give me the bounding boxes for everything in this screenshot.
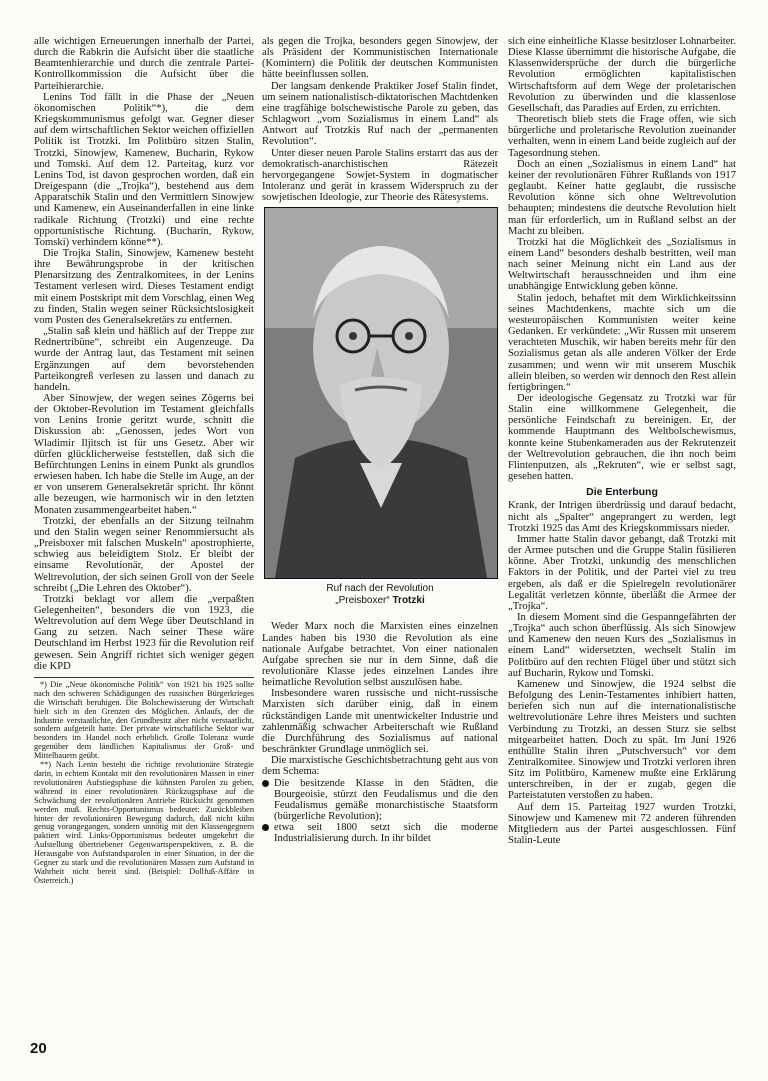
- footnote: *) Die „Neue ökonomische Politik“ von 1921 bis 1925 sollte nach den schweren Schädigungen des russischen Bürgerkrieges die Wirtschaft beruhigen. Die Bolschewisierung der Wirtschaft hielt sich in den Grenzen des Möglichen. Anlaufs, der die Industrie verstaatlichte, den Grundbesitz aber nicht verstaatlicht, sondern aufgeteilt hatte. Der private wirtschaftliche Sektor war besonders im Handel noch erheblich. Große Toleranz wurde gegenüber dem ländlichen Kapitalismus der Groß- und Mittelbauern geübt.: [34, 679, 254, 761]
- portrait-illustration: [265, 208, 497, 578]
- paragraph: Lenins Tod fällt in die Phase der „Neuen ökonomischen Politik“*), die dem Kriegskommunismus gefolgt war. Gegner dieser auf dem wirtschaftlichen Sektor weichen offiziellen Politik ist Trotzki. Im Politbüro sitzen Stalin, Trotzki, Sinowjew, Kamenew, Bucharin, Rykow und Tomski. Auf dem 12. Parteitag, kurz vor Lenins Tod, ist davon gesprochen worden, daß ein Dreigespann (die „Trojka“), bestehend aus dem Apparatschik Stalin und den Vermittlern Sinowjew und Kamenew, ein Auseinanderfallen in eine linke radikale Richtung (Trotzki) und eine rechte opportunistische Richtung. (Bucharin, Rykow, Tomski) verhindern könne**).: [34, 91, 254, 248]
- paragraph: Weder Marx noch die Marxisten eines einzelnen Landes haben bis 1930 die Revolution als eine nationale Aufgabe betrachtet. Von einer nationalen Aufgabe sprechen sie nur in dem Sinne, daß die revolutionäre Klasse jedes einzelnen Landes ihre heimatliche Revolution selbst auszulösen habe.: [262, 621, 498, 689]
- paragraph: Stalin jedoch, behaftet mit dem Wirklichkeitssinn seines Machtdenkens, machte sich um die westeuropäischen Kommunisten weiter keine Gedanken. Er verkündete: „Wir Russen mit unserem verachteten Muschik, wir haben bereits mehr für den Sozialismus getan als alle anderen Völker der Erde zusammen; und wenn wir mit unserem Muschik allein bleiben, so werden wir dennoch den Rest allein fertigbringen.“: [508, 292, 736, 393]
- photo-caption: [262, 583, 498, 607]
- paragraph: Der ideologische Gegensatz zu Trotzki war für Stalin eine willkommene Gelegenheit, die persönliche Feindschaft zu bereinigen. Er, der kommende Hauptmann des Weltbolschewismus, konnte keine Stubenkameraden aus der Rekrutenzeit der Weltrevolution gebrauchen, die ihn noch beim Flintenputzen, als „Rekruten“, wie er selbst sagt, gesehen hatten.: [508, 393, 736, 483]
- paragraph: alle wichtigen Erneuerungen innerhalb der Partei, durch die Rabkrin die Aufsicht über die staatliche Beamtenhierarchie und durch die zentrale Partei-Kontrollkommission die Aufsicht über die Parteihierarchie.: [34, 36, 254, 92]
- paragraph: Aber Sinowjew, der wegen seines Zögerns bei der Oktober-Revolution im Testament gleichfalls von Lenins Ironie geritzt wurde, schnitt die Diskussion ab: „Genossen, jedes Wort von Wladimir Iljitsch ist für uns Gesetz. Aber wir dürfen glücklicherweise feststellen, daß sich die Befürchtungen Lenins in einem Punkt als grundlos erwiesen haben. Ich habe die Stelle im Auge, an der er von unserem Generalsekretär spricht. Ihr könnt alle bezeugen, wie harmonisch wir in den letzten Monaten zusammengearbeitet haben.“: [34, 393, 254, 516]
- paragraph: Auf dem 15. Parteitag 1927 wurden Trotzki, Sinowjew und Kamenew mit 72 anderen führenden Mitgliedern aus der Partei ausgeschlossen. Fünf Stalin-Leute: [508, 801, 736, 847]
- caption-name: Trotzki: [392, 595, 425, 607]
- paragraph: Krank, der Intrigen überdrüssig und darauf bedacht, nicht als „Spalter“ angeprangert zu werden, legt Trotzki 1925 das Amt des Kriegskommissars nieder.: [508, 500, 736, 534]
- paragraph: Die marxistische Geschichtsbetrachtung geht aus von dem Schema:: [262, 755, 498, 778]
- caption-line: Ruf nach der Revolution: [326, 583, 434, 595]
- paragraph: Die Trojka Stalin, Sinowjew, Kamenew besteht ihre Bewährungsprobe in der kritischen Plenarsitzung des Zentralkomitees, in der Lenins Testament verlesen wird. Dieses Testament endigt mit einem Postskript mit dem Vorschlag, einen Weg zu finden, Stalin wegen seiner Rücksichtslosigkeit vom Posten des Generalsekretärs zu entfernen.: [34, 247, 254, 326]
- paragraph: als gegen die Trojka, besonders gegen Sinowjew, der als Präsident der Kommunistischen Internationale (Komintern) die Politik der deutschen Kommunisten hätte beeinflussen sollen.: [262, 36, 498, 81]
- paragraph: „Stalin saß klein und häßlich auf der Treppe zur Rednertribüne“, schreibt ein Augenzeuge. Da wurde der Antrag laut, das Testament mit seinen Ergänzungen auf dem bevorstehenden Parteikongreß verlesen zu lassen und danach zu handeln.: [34, 326, 254, 393]
- paragraph: Kamenew und Sinowjew, die 1924 selbst die Befolgung des Lenin-Testamentes inhibiert hatten, beriefen sich nun auf die internationalistische weltrevolutionäre Lehre ihres Meisters und suchten Verbindung zu Trotzki, an dessen Sturz sie selbst mitgearbeitet hatten. Doch zu spät. Im Juni 1926 enthüllte Stalin ihren „Putschversuch“ vor dem Zentralkomitee. Sinowjew und Trotzki verloren ihren Sitz im Politbüro, Kamenew mußte eine Erklärung unterschreiben, in der er zugab, gegen die Parteistatuten verstoßen zu haben.: [508, 678, 736, 802]
- column-left: [34, 36, 254, 886]
- paragraph: Unter dieser neuen Parole Stalins erstarrt das aus der demokratisch-anarchistischen Rätezeit hervorgegangene Sowjet-System in dogmatischer Intoleranz und gerät in krassem Widerspruch zu der sowjetischen Ideologie, zur Theorie des Rätesystems.: [262, 147, 498, 204]
- caption-quote: „Preisboxer“: [335, 595, 390, 607]
- paragraph: sich eine einheitliche Klasse besitzloser Lohnarbeiter. Diese Klasse übernimmt die historische Aufgabe, die Klassenwidersprüche der durch die bürgerliche Revolution ermöglichten kapitalistischen Wirtschaftsform auf dem Wege der proletarischen Revolution zu überwinden und die klassenlose Gesellschaft, das Paradies auf Erden, zu errichten.: [508, 36, 736, 114]
- paragraph: Doch an einen „Sozialismus in einem Land“ hat keiner der revolutionären Führer Rußlands von 1917 geglaubt. Keiner hatte geglaubt, die russische Revolution könne sich ohne Weltrevolution behaupten; mindestens die deutsche Revolution hielt man für erforderlich, um in Rußland selbst an der Macht zu bleiben.: [508, 158, 736, 237]
- paragraph: Trotzki beklagt vor allem die „verpaßten Gelegenheiten“, besonders die von 1923, die Weltrevolution auf dem Wege über Deutschland in Gang zu setzen. Nach seiner These wäre Deutschland im Herbst 1923 für die Revolution reif gewesen. Sein Angriff richtet sich weniger gegen die KPD: [34, 593, 254, 672]
- bullet-item: Die besitzende Klasse in den Städten, die Bourgeoisie, stürzt den Feudalismus und die den Feudalismus gemäße monarchistische Staatsform (bürgerliche Revolution);: [262, 778, 498, 823]
- paragraph: In diesem Moment sind die Gespanngefährten der „Trojka“ auch schon überflüssig. Als sich Sinowjew und Kamenew den neuen Kurs des „Sozialismus in einem Land“ widersetzten, wechselt Stalin im Politbüro auf den rechten Flügel über und stützt sich auf Bucharin, Rykow und Tomski.: [508, 611, 736, 679]
- paragraph: Der langsam denkende Praktiker Josef Stalin findet, um seinem nationalistisch-diktatorischen Machtdenken eine tragfähige bolschewistische Parole zu geben, das Schlagwort „vom Sozialismus in einem Land“ als Antwort auf Trotzkis Ruf nach der „permanenten Revolution“.: [262, 80, 498, 148]
- page-number: 20: [30, 1040, 47, 1057]
- paragraph: Insbesondere waren russische und nicht-russische Marxisten sich darüber einig, daß in einem rückständigen Lande mit unentwickelter Industrie und zahlenmäßig schwacher Arbeiterschaft wie Rußland die Durchführung des Sozialismus auf national beschränkter Grundlage unmöglich sei.: [262, 688, 498, 756]
- footnote: **) Nach Lenin besteht die richtige revolutionäre Strategie darin, in echtem Kontakt mit den revolutionären Massen in einer revolutionären Aufstiegsphase die kühnsten Parolen zu geben, während in einer revolutionären Rückzugsphase auf die Schwächung der revolutionären Antriebe Rücksicht genommen werden muß. Rechts-Opportunismus bedeutet: Zurückbleiben hinter der revolutionären Bewegung dadurch, daß nicht kühn genug vorangegangen, sondern unnötig mit den Klassengegnern paktiert wird. Links-Opportunismus bedeutet umgekehrt die Aufstellung übertriebener Gegenwartsperspektiven, z. B. die Herausgabe von Aufstandsparolen in einer Situation, in der die Gegner zu stark und die revolutionären Massen zum Aufstand in Wahrheit nicht bereit sind. (Beispiel: Dollfuß-Affäre in Österreich.): [34, 760, 254, 885]
- column-middle: [262, 36, 498, 844]
- trotzki-portrait-photo: [264, 207, 498, 579]
- paragraph: Immer hatte Stalin davor gebangt, daß Trotzki mit der Armee putschen und die Gruppe Stalin füsilieren könne. Aber Trotzki, unkundig des menschlichen Faktors in der Politik, und der Partei viel zu treu ergeben, als daß er die Spielregeln revolutionärer Legalität verletzen könnte, überläßt die Armee der „Trojka“.: [508, 533, 736, 612]
- paragraph: Trotzki, der ebenfalls an der Sitzung teilnahm und den Stalin wegen seiner Renommiersucht als „Preisboxer mit falschen Muskeln“ apostrophierte, schwieg aus beleidigtem Stolz. Er bleibt der einsame Revolutionär, der Apostel der Weltrevolution, der sich seinen Groll von der Seele schreibt („Die Lehren des Oktober“).: [34, 515, 254, 594]
- paragraph: Theoretisch blieb stets die Frage offen, wie sich bürgerliche und proletarische Revolution zueinander verhalten, wenn in einem Land beide zugleich auf der Tagesordnung stehen.: [508, 114, 736, 159]
- footnotes: [34, 677, 254, 886]
- column-right: [508, 36, 736, 846]
- section-heading: Die Enterbung: [586, 486, 658, 499]
- bullet-item: etwa seit 1800 setzt sich die moderne Industrialisierung durch. In ihr bildet: [262, 822, 498, 844]
- paragraph: Trotzki hat die Möglichkeit des „Sozialismus in einem Land“ besonders deshalb bestritten, weil man nach seiner Meinung nicht ein Land aus der Weltwirtschaft herausschneiden und ihm eine unabhängige Entwicklung geben könne.: [508, 236, 736, 293]
- caption-line-2: [262, 595, 498, 607]
